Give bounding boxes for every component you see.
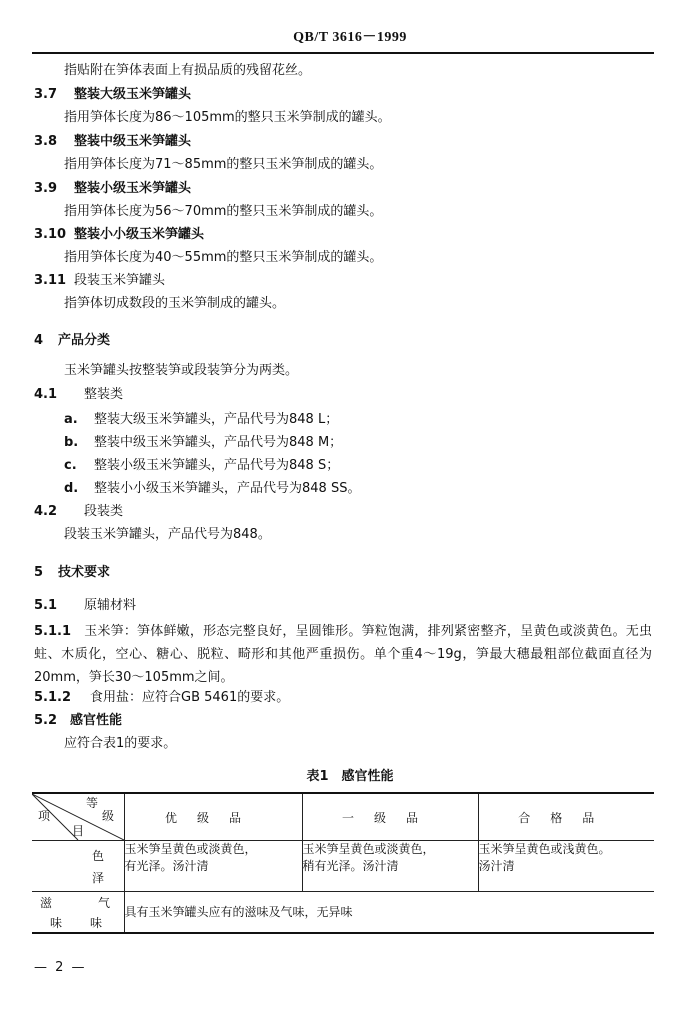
section-3-11-text: 指笋体切成数段的玉米笋制成的罐头。 <box>64 296 286 311</box>
page-number: — 2 — <box>34 960 87 975</box>
section-5-2-text: 应符合表1的要求。 <box>64 736 177 751</box>
table-header-row <box>32 793 654 841</box>
sensory-table <box>32 792 654 934</box>
header-rule <box>32 52 654 54</box>
table-row-color <box>32 841 654 892</box>
cell-taste-all-grades: 具有玉米笋罐头应有的滋味及气味，无异味 <box>124 892 654 934</box>
table-corner-cell <box>32 793 124 841</box>
cell-color-first: 玉米笋呈黄色或淡黄色， 稍有光泽。汤汁清 <box>302 841 478 892</box>
section-4-1: 4.1 整装类 <box>34 387 124 402</box>
row-label-taste-smell: 滋 气 味 味 <box>32 892 124 934</box>
column-qualified-grade: 合格品 <box>478 793 654 841</box>
section-3-9-text: 指用笋体长度为56～70mm的整只玉米笋制成的罐头。 <box>64 204 383 219</box>
cell-color-qualified: 玉米笋呈黄色或浅黄色。 汤汁清 <box>478 841 654 892</box>
section-3-7-text: 指用笋体长度为86～105mm的整只玉米笋制成的罐头。 <box>64 110 391 125</box>
section-5-1-1: 5.1.1 玉米笋：笋体鲜嫩，形态完整良好，呈圆锥形。笋粒饱满，排列紧密整齐，呈黄色或淡黄色。无虫蛀、木质化，空心、糖心、脱粒、畸形和其他严重损伤。单个重4～19g，笋最大穗最粗部位截面直径为20mm，笋长30～105mm之间。 <box>34 624 652 685</box>
column-excellent-grade: 优级品 <box>124 793 302 841</box>
section-4-2: 4.2 段装类 <box>34 504 124 519</box>
section-3-9: 3.9 整装小级玉米笋罐头 <box>34 181 192 196</box>
header-standard-code: QB/T 3616－1999 <box>293 30 407 45</box>
corner-item-bottom: 目 <box>72 824 85 838</box>
cell-color-excellent: 玉米笋呈黄色或淡黄色， 有光泽。汤汁清 <box>124 841 302 892</box>
section-3-8-text: 指用笋体长度为71～85mm的整只玉米笋制成的罐头。 <box>64 157 383 172</box>
section-5-2: 5.2 感官性能 <box>34 713 123 728</box>
definition-3-6-text: 指贴附在笋体表面上有损品质的残留花丝。 <box>64 63 312 78</box>
list-item-c: c. 整装小级玉米笋罐头，产品代号为848 S； <box>64 458 340 473</box>
list-item-d: d. 整装小小级玉米笋罐头，产品代号为848 SS。 <box>64 481 361 496</box>
list-item-b: b. 整装中级玉米笋罐头，产品代号为848 M； <box>64 435 343 450</box>
section-5-1-2: 5.1.2 食用盐：应符合GB 5461的要求。 <box>34 690 290 705</box>
column-first-grade: 一级品 <box>302 793 478 841</box>
section-3-8: 3.8 整装中级玉米笋罐头 <box>34 134 192 149</box>
corner-grade-right: 级 <box>102 809 115 823</box>
section-5-1: 5.1 原辅材料 <box>34 598 137 613</box>
section-3-10-text: 指用笋体长度为40～55mm的整只玉米笋制成的罐头。 <box>64 250 383 265</box>
table-caption: 表1 感官性能 <box>306 769 394 784</box>
list-item-a: a. 整装大级玉米笋罐头，产品代号为848 L； <box>64 412 339 427</box>
corner-item-left: 项 <box>38 809 51 823</box>
section-3-7: 3.7 整装大级玉米笋罐头 <box>34 87 192 102</box>
section-3-10: 3.10 整装小小级玉米笋罐头 <box>34 227 205 242</box>
section-4-text: 玉米笋罐头按整装笋或段装笋分为两类。 <box>64 363 299 378</box>
section-4: 4 产品分类 <box>34 333 111 348</box>
section-3-11: 3.11 段装玉米笋罐头 <box>34 273 166 288</box>
corner-grade-top: 等 <box>86 796 99 810</box>
section-5: 5 技术要求 <box>34 565 111 580</box>
table-row-taste <box>32 892 654 934</box>
section-4-2-text: 段装玉米笋罐头，产品代号为848。 <box>64 527 271 542</box>
row-label-color: 色 泽 <box>32 841 124 892</box>
